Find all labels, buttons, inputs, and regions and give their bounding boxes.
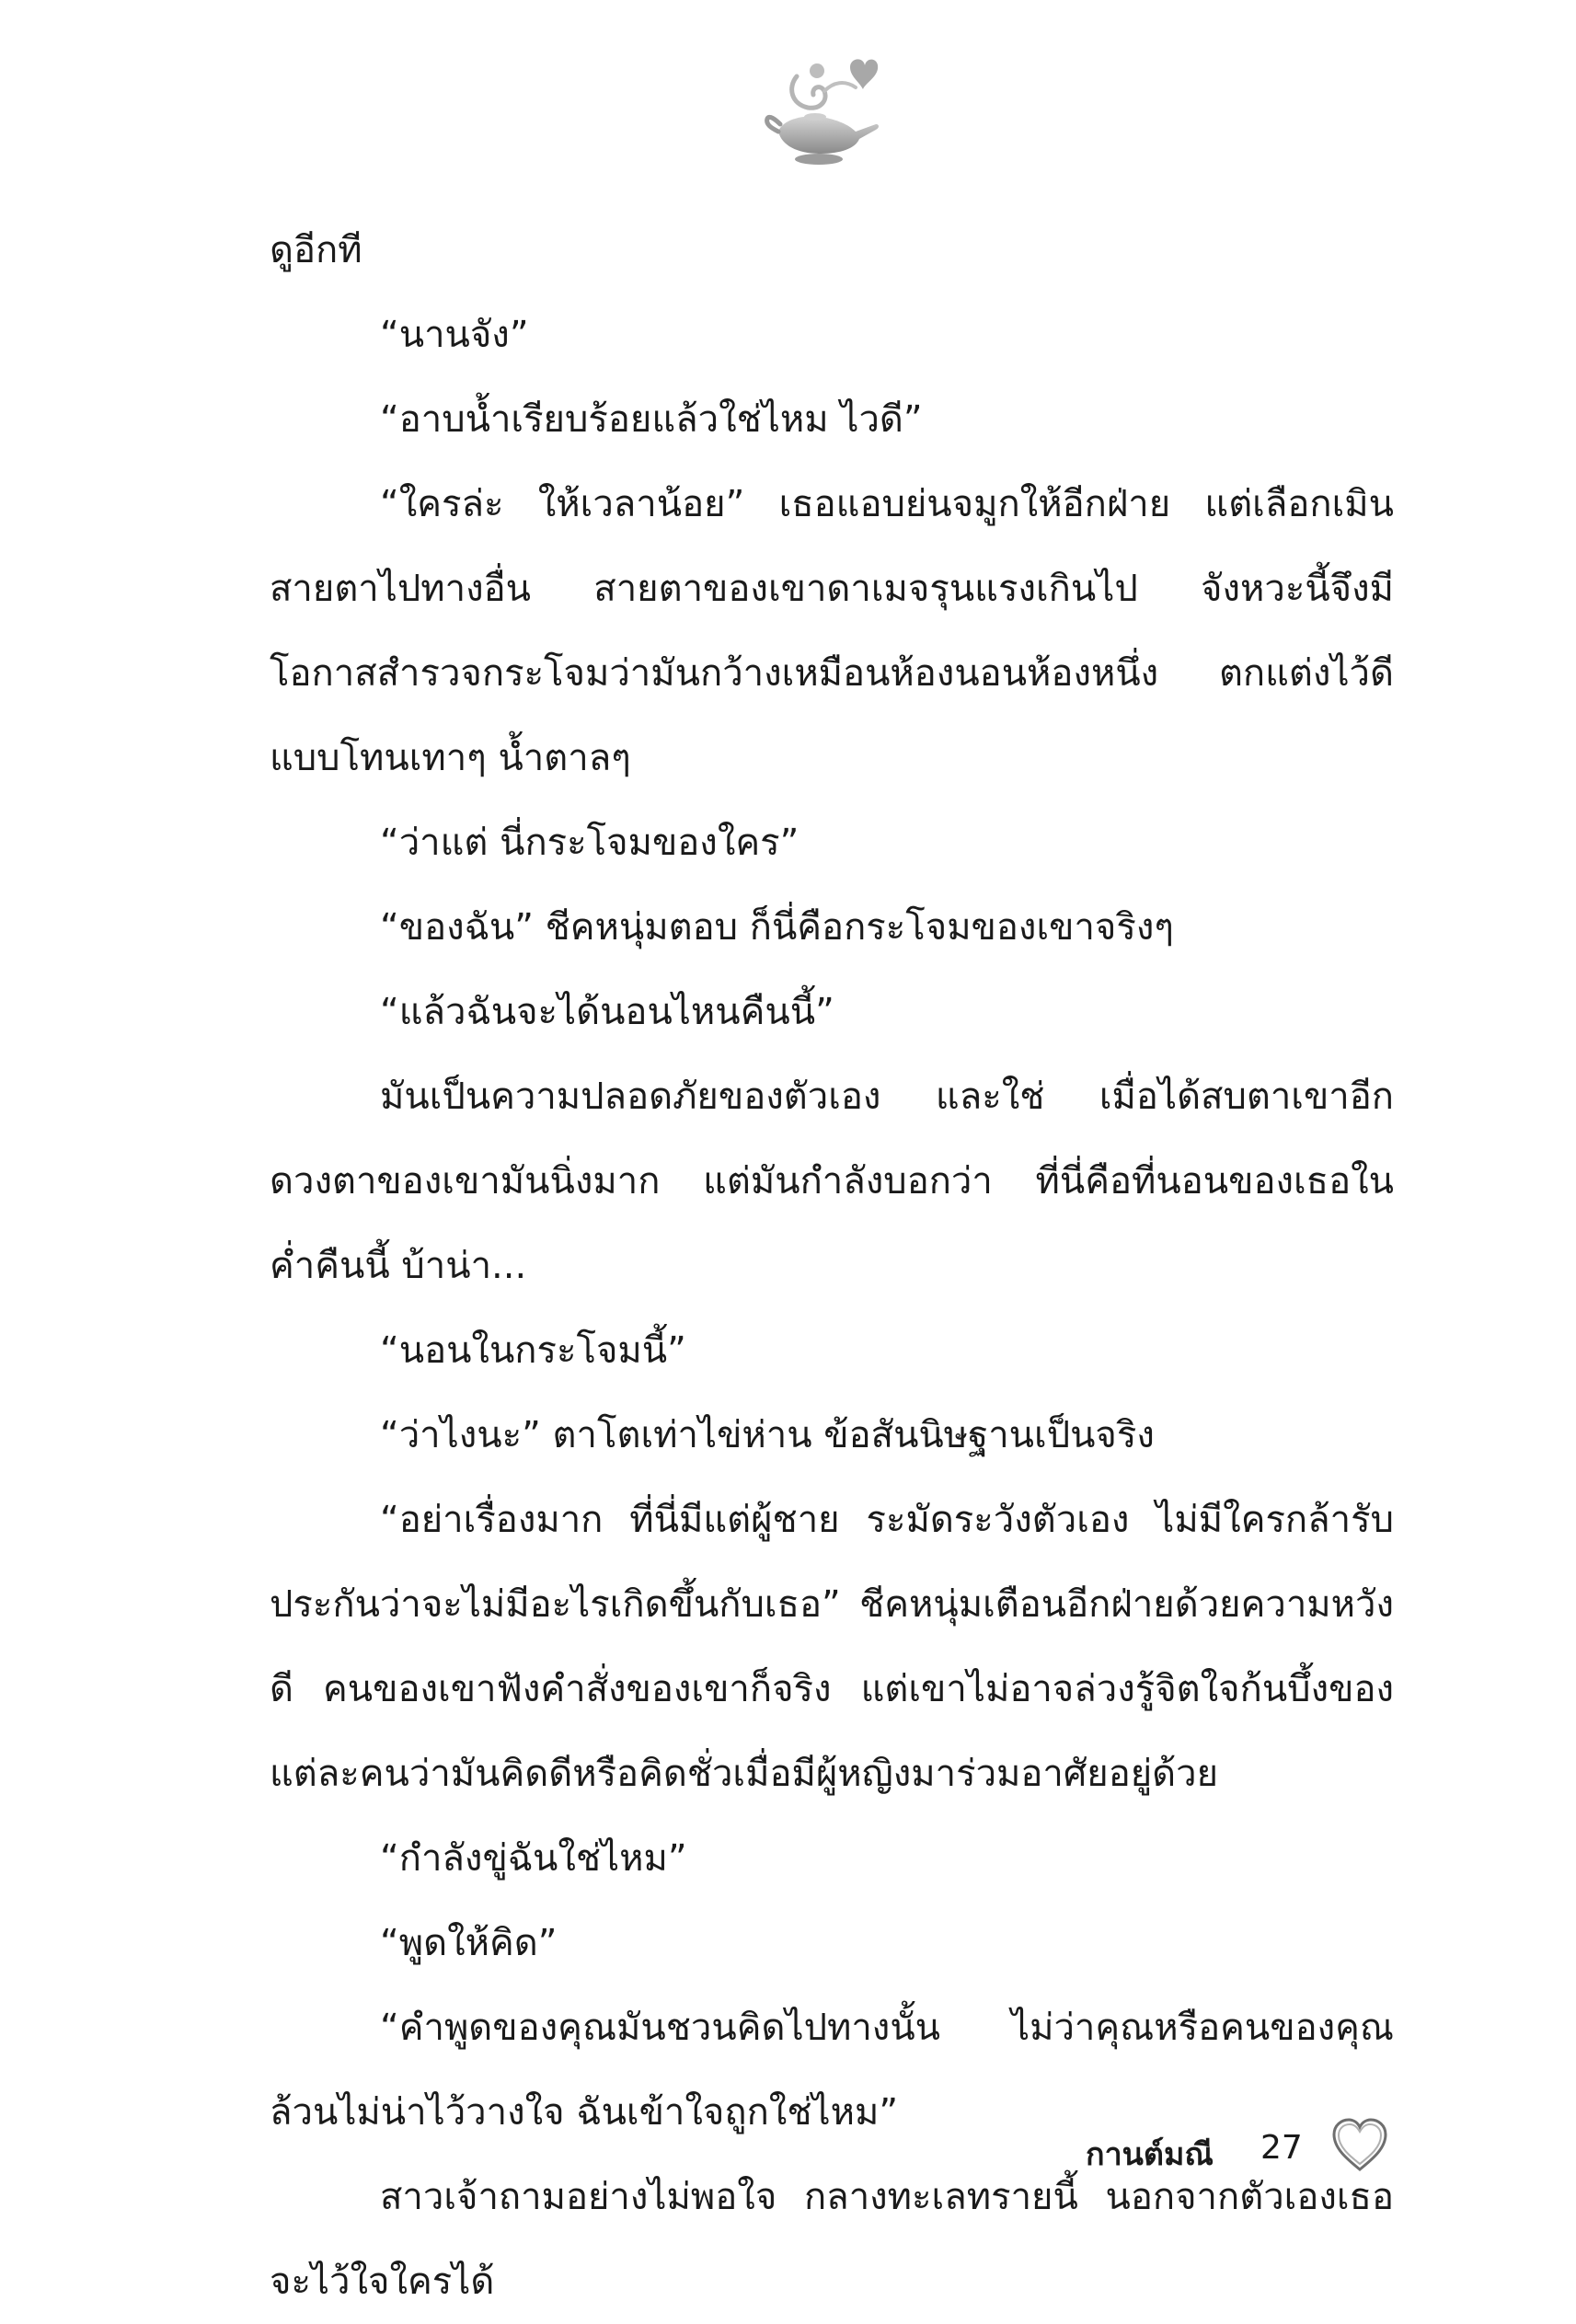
paragraph-5: “ว่าแต่ นี่กระโจมของใคร” — [380, 822, 800, 864]
paragraph-6: “ของฉัน” ชีคหนุ่มตอบ ก็นี่คือกระโจมของเขาจริงๆ — [380, 906, 1174, 949]
body-text — [270, 208, 1394, 2324]
page-footer — [1086, 2116, 1417, 2190]
magic-lamp-with-heart-icon — [760, 51, 885, 170]
paragraph-9: “นอนในกระโจมนี้” — [380, 1329, 686, 1372]
paragraph-1: ดูอีกที — [270, 229, 362, 271]
paragraph-13: “พูดให้คิด” — [380, 1922, 558, 1964]
paragraph-7: “แล้วฉันจะได้นอนไหนคืนนี้” — [380, 991, 834, 1033]
paragraph-3: “อาบน้ำเรียบร้อยแล้วใช่ไหม ไวดี” — [380, 398, 923, 441]
heart-outline-icon — [1329, 2116, 1391, 2175]
paragraph-11: “อย่าเรื่องมาก ที่นี่มีแต่ผู้ชาย ระมัดระวังตัวเอง ไม่มีใครกล้ารับประกันว่าจะไม่มีอะไรเกิดขึ้นกับเธอ” ชีคหนุ่มเตือนอีกฝ่ายด้วยความหวังดี คนของเขาฟังคำสั่งของเขาก็จริง แต่เขาไม่อาจล่วงรู้จิตใจก้นบึ้งของแต่ละคนว่ามันคิดดีหรือคิดชั่วเมื่อมีผู้หญิงมาร่วมอาศัยอยู่ด้วย — [270, 1499, 1394, 1795]
paragraph-4: “ใครล่ะ ให้เวลาน้อย” เธอแอบย่นจมูกให้อีกฝ่าย แต่เลือกเมินสายตาไปทางอื่น สายตาของเขาดาเมจรุนแรงเกินไป จังหวะนี้จึงมีโอกาสสำรวจกระโจมว่ามันกว้างเหมือนห้องนอนห้องหนึ่ง ตกแต่งไว้ดีแบบโทนเทาๆ น้ำตาลๆ — [270, 483, 1394, 779]
paragraph-8: มันเป็นความปลอดภัยของตัวเอง และใช่ เมื่อได้สบตาเขาอีกดวงตาของเขามันนิ่งมาก แต่มันกำลังบอกว่า ที่นี่คือที่นอนของเธอในค่ำคืนนี้ บ้าน่า... — [270, 1076, 1394, 1287]
book-title: กานต์มณี — [1086, 2136, 1214, 2173]
paragraph-15: สาวเจ้าถามอย่างไม่พอใจ กลางทะเลทรายนี้ นอกจากตัวเองเธอจะไว้ใจใครได้ — [270, 2176, 1394, 2303]
paragraph-10: “ว่าไงนะ” ตาโตเท่าไข่ห่าน ข้อสันนิษฐานเป็นจริง — [380, 1414, 1155, 1456]
paragraph-2: “นานจัง” — [380, 314, 529, 356]
paragraph-14: “คำพูดของคุณมันชวนคิดไปทางนั้น ไม่ว่าคุณหรือคนของคุณล้วนไม่น่าไว้วางใจ ฉันเข้าใจถูกใช่ไหม” — [270, 2007, 1394, 2134]
page-number: 27 — [1260, 2129, 1303, 2167]
paragraph-12: “กำลังขู่ฉันใช่ไหม” — [380, 1837, 687, 1880]
